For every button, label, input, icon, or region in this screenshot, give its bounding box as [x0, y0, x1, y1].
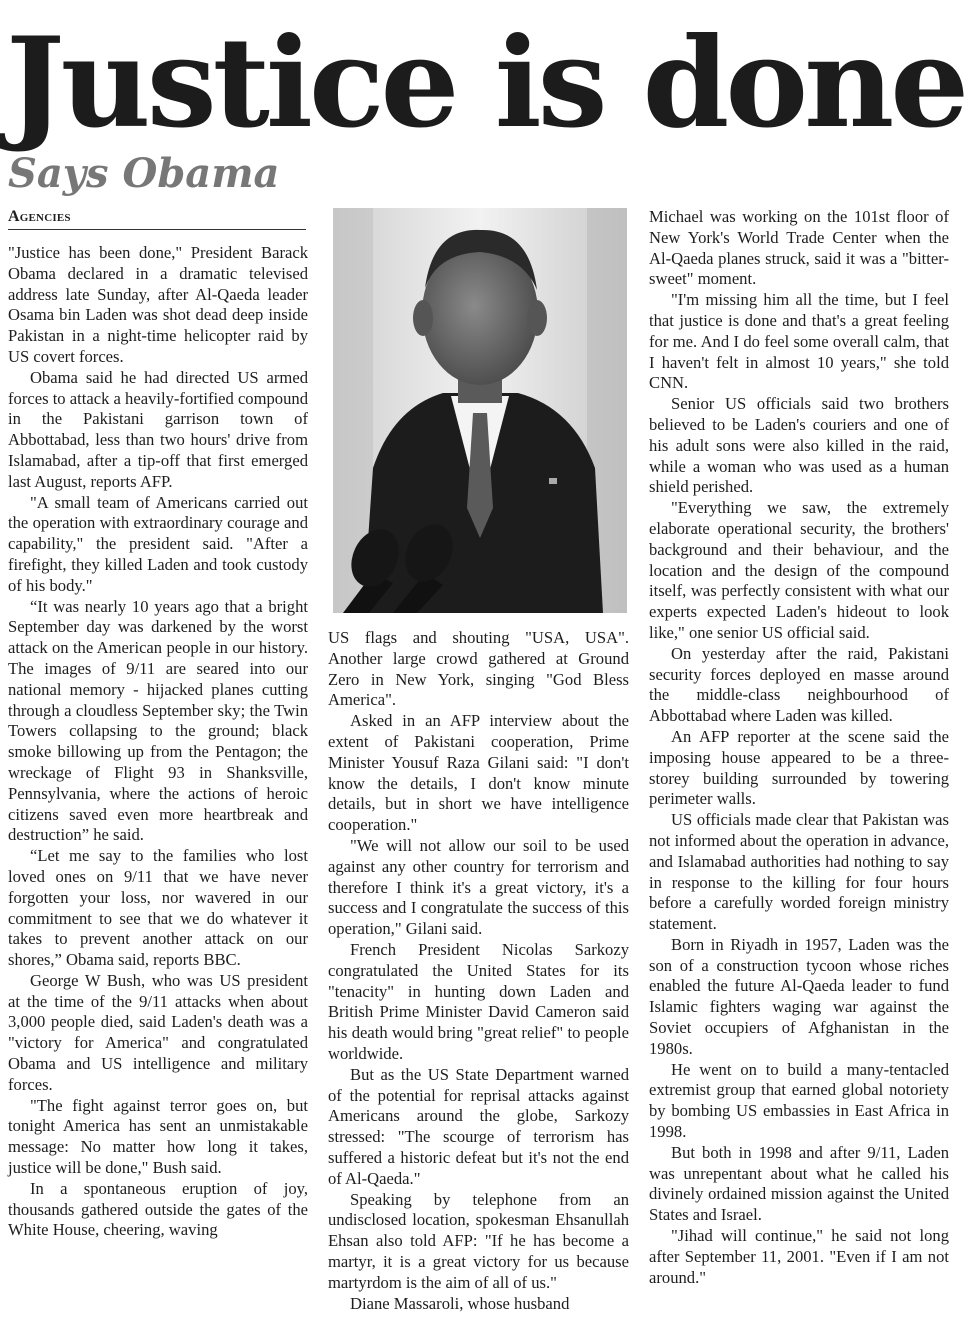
paragraph: Speaking by telephone from an undisclosed location, spokesman Ehsanullah Ehsan also told AFP: "If he has become a martyr, it is a great victory for us because martyrdom is the aim of all of us.": [328, 1189, 629, 1292]
paragraph: Diane Massaroli, whose husband: [350, 1293, 570, 1313]
paragraph: On yesterday after the raid, Pakistani security forces deployed en masse around the middle-class neighbourhood of Abbottabad where Laden was killed.: [649, 643, 949, 726]
paragraph: "The fight against terror goes on, but tonight America has sent an unmistakable message: No matter how long it takes, justice will be done," Bush said.: [8, 1095, 308, 1178]
paragraph: "Everything we saw, the extremely elaborate operational security, the brothers' background and their behaviour, and the location and the design of the compound itself, was perfectly consistent with what our experts expected Laden's hideout to look like," one senior US official said.: [649, 498, 949, 642]
paragraph: "Justice has been done," President Barack Obama declared in a dramatic televised address late Sunday, after Al-Qaeda leader Osama bin Laden was shot dead deep inside Pakistan in a night-time helicopter raid by US covert forces.: [8, 243, 308, 366]
paragraph: "I'm missing him all the time, but I feel that justice is done and that's a great feeling for me. And I do feel some overall calm, that I haven't felt in almost 10 years," she told CNN.: [649, 290, 949, 393]
paragraph: Asked in an AFP interview about the extent of Pakistani cooperation, Prime Minister Yousuf Raza Gilani said: "I don't know the details, I don't know minute details, but in short we have intelligence cooperation.": [328, 711, 629, 835]
paragraph: "We will not allow our soil to be used against any other country for terrorism and therefore I think it's a great victory, it's a success and I congratulate the success of this operation," Gilani said.: [328, 835, 629, 939]
paragraph: "Jihad will continue," he said not long after September 11, 2001. "Even if I am not around.": [649, 1226, 949, 1287]
paragraph: Michael was working on the 101st floor of New York's World Trade Center when the Al-Qaeda planes struck, said it was a "bitter-sweet" moment.: [649, 207, 949, 289]
paragraph: In a spontaneous eruption of joy, thousands gathered outside the gates of the White House, cheering, waving: [8, 1178, 308, 1240]
article-column-2: [328, 628, 629, 1314]
paragraph: George W Bush, who was US president at the time of the 9/11 attacks when about 3,000 people died, said Laden's death was a "victory for America" and congratulated Obama and US intelligence and military forces.: [8, 970, 308, 1094]
article-photo: [333, 208, 627, 613]
paragraph: US flags and shouting "USA, USA". Another large crowd gathered at Ground Zero in New York, singing "God Bless America".: [328, 628, 629, 710]
subheadline: Says Obama: [8, 150, 280, 197]
paragraph: French President Nicolas Sarkozy congratulated the United States for its "tenacity" in hunting down Laden and British Prime Minister David Cameron said his death would bring "great relief" to people worldwide.: [328, 939, 629, 1063]
paragraph: “It was nearly 10 years ago that a bright September day was darkened by the worst attack on the American people in our history. The images of 9/11 are seared into our national memory - hijacked planes cutting through a cloudless September sky; the Twin Towers collapsing to the ground; black smoke billowing up from the Pentagon; the wreckage of Flight 93 in Shanksville, Pennsylvania, where the actions of heroic citizens saved even more heartbreak and destruction” he said.: [8, 596, 308, 845]
paragraph: “Let me say to the families who lost loved ones on 9/11 that we have never forgotten your loss, nor wavered in our commitment to see that we do whatever it takes to prevent another attack on our shores,” Obama said, reports BBC.: [8, 846, 308, 970]
paragraph: Born in Riyadh in 1957, Laden was the son of a construction tycoon whose riches enabled the future Al-Qaeda leader to fund Islamic fighters waging war against the Soviet occupiers of Afghanistan in the 1980s.: [649, 934, 949, 1058]
article-column-3: [649, 207, 949, 1288]
paragraph: Senior US officials said two brothers believed to be Laden's couriers and one of his adult sons were also killed in the raid, while a woman who was used as a human shield perished.: [649, 394, 949, 497]
paragraph: But both in 1998 and after 9/11, Laden was unrepentant about what he called his divinely ordained mission against the United States and Israel.: [649, 1142, 949, 1225]
article-column-1: [8, 243, 308, 1241]
byline: Agencies: [8, 207, 306, 230]
paragraph: An AFP reporter at the scene said the imposing house appeared to be a three-storey building surrounded by towering perimeter walls.: [649, 726, 949, 809]
paragraph: US officials made clear that Pakistan was not informed about the operation in advance, and Islamabad authorities had nothing to say in response to the killing for four hours before a carefully worded foreign ministry statement.: [649, 810, 949, 934]
headline: Justice is done: [6, 11, 965, 156]
paragraph: He went on to build a many-tentacled extremist group that earned global notoriety by bombing US embassies in East Africa in 1998.: [649, 1059, 949, 1142]
paragraph: "A small team of Americans carried out the operation with extraordinary courage and capability," the president said. "After a firefight, they killed Laden and took custody of his body.": [8, 492, 308, 595]
paragraph: Obama said he had directed US armed forces to attack a heavily-fortified compound in the Pakistani garrison town of Abbottabad, less than two hours' drive from Islamabad, after a tip-off that first emerged last August, reports AFP.: [8, 367, 308, 491]
paragraph: But as the US State Department warned of the potential for reprisal attacks against Americans around the globe, Sarkozy stressed: "The scourge of terrorism has suffered a historic defeat but it's not the end of Al-Qaeda.": [328, 1064, 629, 1188]
